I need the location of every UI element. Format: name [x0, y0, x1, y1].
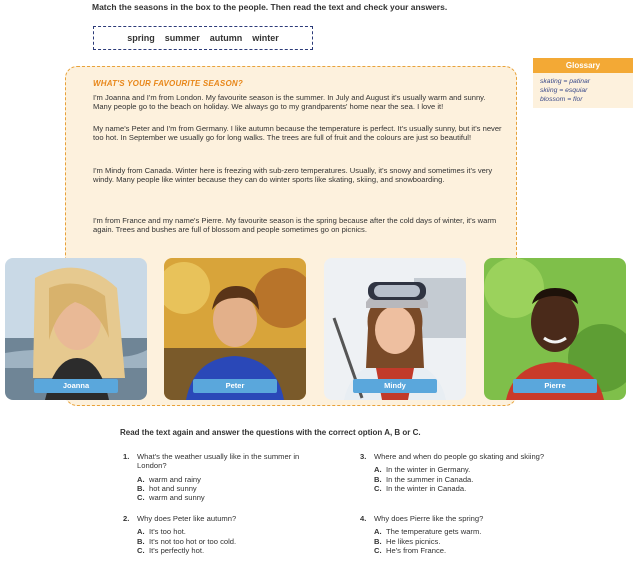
instruction-match-seasons: Match the seasons in the box to the people. Then read the text and check your answers. [92, 2, 448, 12]
option-a[interactable]: A. warm and rainy [137, 474, 201, 484]
question-text: Why does Peter like autumn? [137, 514, 237, 523]
question-number: 1. [123, 452, 130, 461]
word-autumn: autumn [209, 33, 243, 43]
question-3 [360, 452, 549, 493]
season-word-box [93, 26, 313, 50]
option-a[interactable]: A. It's too hot. [137, 527, 186, 537]
word-spring: spring [127, 33, 155, 43]
option-b[interactable]: B. hot and sunny [137, 483, 197, 493]
word-winter: winter [252, 33, 279, 43]
paragraph-joanna: I'm Joanna and I'm from London. My favourite season is the summer. In July and August it's usually warm and sunny. Many people go to the beach on holiday. We always go to my grandparents' home near the sea. I love it! [93, 93, 486, 112]
glossary-item: blossom = flor [540, 96, 583, 103]
glossary-item: skating = patinar [540, 78, 591, 85]
reading-title: WHAT'S YOUR FAVOURITE SEASON? [93, 79, 243, 88]
photo-pierre [484, 258, 626, 400]
instruction-answer-questions: Read the text again and answer the questions with the correct option A, B or C. [120, 428, 421, 437]
photo-joanna [5, 258, 147, 400]
paragraph-pierre: I'm from France and my name's Pierre. My favourite season is the spring because after the cold days of winter, it's warm again. Trees and bushes are full of blossom and people sometimes go on picnics. [93, 216, 497, 235]
question-2 [123, 514, 327, 555]
question-text: What's the weather usually like in the summer in London? [137, 452, 300, 471]
question-number: 2. [123, 514, 130, 523]
paragraph-mindy: I'm Mindy from Canada. Winter here is freezing with sub-zero temperatures. Usually, it's snowy and sometimes it's very windy. Many people like winter because they can do winter sports like skating, skiing, and snowboarding. [93, 166, 493, 185]
option-c[interactable]: C. It's perfectly hot. [137, 545, 205, 555]
name-tag-peter: Peter [193, 379, 277, 393]
option-c[interactable]: C. He's from France. [374, 545, 447, 555]
question-number: 4. [360, 514, 367, 523]
option-a[interactable]: A. In the winter in Germany. [374, 465, 471, 475]
name-tag-mindy: Mindy [353, 379, 437, 393]
option-b[interactable]: B. In the summer in Canada. [374, 474, 474, 484]
word-summer: summer [164, 33, 200, 43]
question-1 [123, 452, 327, 503]
glossary-item: skiing = esquiar [540, 87, 588, 94]
name-tag-pierre: Pierre [513, 379, 597, 393]
photo-peter [164, 258, 306, 400]
option-c[interactable]: C. warm and sunny [137, 493, 205, 503]
option-b[interactable]: B. It's not too hot or too cold. [137, 536, 237, 546]
question-text: Where and when do people go skating and skiing? [374, 452, 545, 461]
glossary-list [540, 77, 590, 104]
question-4 [360, 514, 564, 555]
glossary-title: Glossary [533, 58, 633, 73]
paragraph-peter: My name's Peter and I'm from Germany. I like autumn because the temperature is perfect. It's usually sunny, but it's never too hot. In September we usually go for long walks. The trees are full of fruit and the colours are just so beautiful! [93, 124, 502, 143]
option-c[interactable]: C. In the winter in Canada. [374, 483, 467, 493]
name-tag-joanna: Joanna [34, 379, 118, 393]
question-number: 3. [360, 452, 367, 461]
question-text: Why does Pierre like the spring? [374, 514, 484, 523]
option-a[interactable]: A. The temperature gets warm. [374, 527, 482, 537]
photo-mindy [324, 258, 466, 400]
option-b[interactable]: B. He likes picnics. [374, 536, 441, 546]
